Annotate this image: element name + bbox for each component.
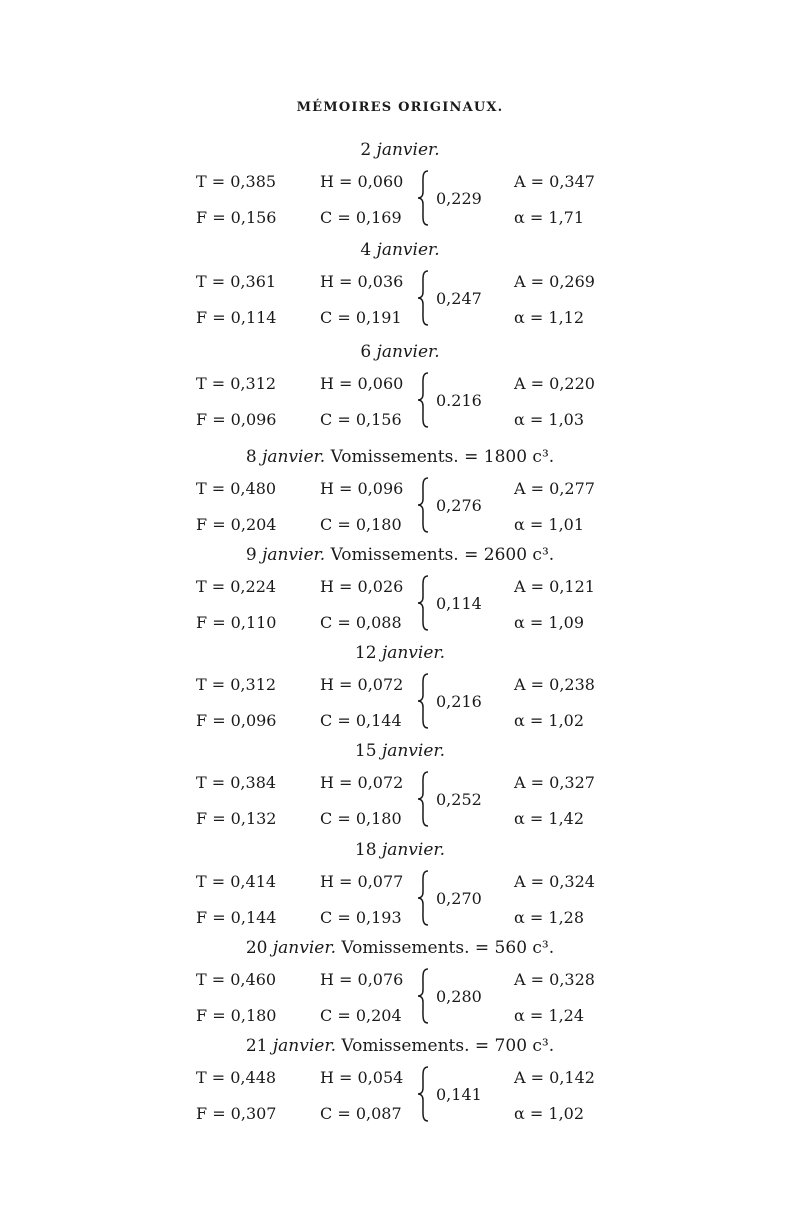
value-A: A = 0,328 xyxy=(514,970,595,989)
row-one xyxy=(0,172,800,194)
value-C: C = 0,191 xyxy=(320,308,402,327)
value-F: F = 0,132 xyxy=(196,809,277,828)
row-one xyxy=(0,479,800,501)
value-sum: 0,280 xyxy=(436,987,482,1006)
value-T: T = 0,312 xyxy=(196,675,277,694)
date-word: janvier. xyxy=(272,938,336,958)
value-A: A = 0,324 xyxy=(514,872,595,891)
value-sum: 0,252 xyxy=(436,790,482,809)
entry-heading xyxy=(0,140,800,160)
value-C: C = 0,193 xyxy=(320,908,402,927)
row-two xyxy=(0,613,800,635)
brace-icon xyxy=(417,968,431,1024)
value-H: H = 0,036 xyxy=(320,272,404,291)
value-T: T = 0,448 xyxy=(196,1068,277,1087)
entry-2-janvier xyxy=(0,140,800,236)
value-C: C = 0,180 xyxy=(320,515,402,534)
heading-note: Vomissements. = 2600 c³. xyxy=(325,545,555,565)
date-word: janvier. xyxy=(381,643,446,663)
value-alpha: α = 1,42 xyxy=(514,809,585,828)
value-sum: 0,141 xyxy=(436,1085,482,1104)
running-head: MÉMOIRES ORIGINAUX. xyxy=(296,100,504,115)
value-sum: 0,270 xyxy=(436,889,482,908)
value-alpha: α = 1,01 xyxy=(514,515,585,534)
entry-heading xyxy=(0,447,800,467)
value-A: A = 0,277 xyxy=(514,479,595,498)
date-day: 8 xyxy=(245,447,263,467)
row-two xyxy=(0,809,800,831)
value-alpha: α = 1,02 xyxy=(514,711,585,730)
brace-icon xyxy=(417,170,431,226)
date-word: janvier. xyxy=(376,140,440,160)
entry-heading xyxy=(0,240,800,260)
value-F: F = 0,144 xyxy=(196,908,277,927)
value-C: C = 0,180 xyxy=(320,809,402,828)
value-F: F = 0,096 xyxy=(196,711,277,730)
date-word: janvier. xyxy=(376,240,440,260)
row-two xyxy=(0,208,800,230)
heading-note: Vomissements. = 700 c³. xyxy=(336,1036,555,1056)
value-C: C = 0,087 xyxy=(320,1104,402,1123)
entry-heading xyxy=(0,938,800,958)
value-F: F = 0,307 xyxy=(196,1104,277,1123)
value-H: H = 0,077 xyxy=(320,872,404,891)
entry-8-janvier xyxy=(0,447,800,543)
brace-icon xyxy=(417,771,431,827)
value-A: A = 0,121 xyxy=(514,577,595,596)
brace-icon xyxy=(417,673,431,729)
value-F: F = 0,096 xyxy=(196,410,277,429)
value-sum: 0,276 xyxy=(436,496,482,515)
value-H: H = 0,054 xyxy=(320,1068,404,1087)
value-F: F = 0,180 xyxy=(196,1006,277,1025)
value-alpha: α = 1,03 xyxy=(514,410,585,429)
entry-heading xyxy=(0,741,800,761)
date-word: janvier. xyxy=(262,447,326,467)
row-one xyxy=(0,272,800,294)
row-two xyxy=(0,908,800,930)
date-word: janvier. xyxy=(272,1036,336,1056)
brace-icon xyxy=(417,1066,431,1122)
value-T: T = 0,385 xyxy=(196,172,277,191)
value-alpha: α = 1,28 xyxy=(514,908,585,927)
value-C: C = 0,156 xyxy=(320,410,402,429)
value-A: A = 0,220 xyxy=(514,374,595,393)
date-day: 21 xyxy=(245,1036,273,1056)
row-two xyxy=(0,711,800,733)
row-one xyxy=(0,577,800,599)
row-one xyxy=(0,773,800,795)
row-one xyxy=(0,675,800,697)
value-C: C = 0,204 xyxy=(320,1006,402,1025)
value-C: C = 0,144 xyxy=(320,711,402,730)
value-H: H = 0,060 xyxy=(320,374,404,393)
row-one xyxy=(0,970,800,992)
value-T: T = 0,384 xyxy=(196,773,277,792)
value-alpha: α = 1,71 xyxy=(514,208,585,227)
row-two xyxy=(0,1006,800,1028)
value-C: C = 0,169 xyxy=(320,208,402,227)
row-two xyxy=(0,308,800,330)
value-C: C = 0,088 xyxy=(320,613,402,632)
value-alpha: α = 1,12 xyxy=(514,308,585,327)
entry-heading xyxy=(0,545,800,565)
date-day: 6 xyxy=(360,342,377,362)
value-H: H = 0,096 xyxy=(320,479,404,498)
heading-note: Vomissements. = 560 c³. xyxy=(336,938,555,958)
entry-21-janvier xyxy=(0,1036,800,1132)
value-H: H = 0,072 xyxy=(320,675,404,694)
heading-note: Vomissements. = 1800 c³. xyxy=(325,447,555,467)
date-word: janvier. xyxy=(262,545,326,565)
row-one xyxy=(0,1068,800,1090)
value-F: F = 0,156 xyxy=(196,208,277,227)
brace-icon xyxy=(417,870,431,926)
entry-9-janvier xyxy=(0,545,800,641)
value-A: A = 0,347 xyxy=(514,172,595,191)
date-word: janvier. xyxy=(381,840,446,860)
value-H: H = 0,072 xyxy=(320,773,404,792)
row-one xyxy=(0,872,800,894)
brace-icon xyxy=(417,477,431,533)
date-day: 9 xyxy=(245,545,263,565)
value-A: A = 0,269 xyxy=(514,272,595,291)
value-H: H = 0,026 xyxy=(320,577,404,596)
entry-15-janvier xyxy=(0,741,800,837)
value-A: A = 0,142 xyxy=(514,1068,595,1087)
row-two xyxy=(0,1104,800,1126)
value-T: T = 0,312 xyxy=(196,374,277,393)
value-T: T = 0,460 xyxy=(196,970,277,989)
value-sum: 0,114 xyxy=(436,594,482,613)
date-day: 2 xyxy=(360,140,377,160)
date-day: 15 xyxy=(354,741,382,761)
value-alpha: α = 1,09 xyxy=(514,613,585,632)
entry-18-janvier xyxy=(0,840,800,936)
value-sum: 0.216 xyxy=(436,391,482,410)
date-word: janvier. xyxy=(376,342,440,362)
entry-12-janvier xyxy=(0,643,800,739)
value-H: H = 0,076 xyxy=(320,970,404,989)
entry-6-janvier xyxy=(0,342,800,438)
value-A: A = 0,238 xyxy=(514,675,595,694)
value-sum: 0,247 xyxy=(436,289,482,308)
value-T: T = 0,224 xyxy=(196,577,277,596)
value-alpha: α = 1,02 xyxy=(514,1104,585,1123)
value-F: F = 0,114 xyxy=(196,308,277,327)
value-F: F = 0,110 xyxy=(196,613,277,632)
row-two xyxy=(0,410,800,432)
date-day: 18 xyxy=(354,840,382,860)
row-two xyxy=(0,515,800,537)
value-sum: 0,216 xyxy=(436,692,482,711)
value-F: F = 0,204 xyxy=(196,515,277,534)
entry-heading xyxy=(0,342,800,362)
date-word: janvier. xyxy=(381,741,446,761)
entry-heading xyxy=(0,643,800,663)
value-sum: 0,229 xyxy=(436,189,482,208)
value-A: A = 0,327 xyxy=(514,773,595,792)
entry-heading xyxy=(0,840,800,860)
brace-icon xyxy=(417,575,431,631)
value-alpha: α = 1,24 xyxy=(514,1006,585,1025)
value-T: T = 0,414 xyxy=(196,872,277,891)
value-T: T = 0,361 xyxy=(196,272,277,291)
value-H: H = 0,060 xyxy=(320,172,404,191)
date-day: 4 xyxy=(360,240,377,260)
date-day: 12 xyxy=(354,643,382,663)
entry-4-janvier xyxy=(0,240,800,336)
entry-20-janvier xyxy=(0,938,800,1034)
entry-heading xyxy=(0,1036,800,1056)
row-one xyxy=(0,374,800,396)
brace-icon xyxy=(417,372,431,428)
brace-icon xyxy=(417,270,431,326)
date-day: 20 xyxy=(245,938,273,958)
value-T: T = 0,480 xyxy=(196,479,277,498)
